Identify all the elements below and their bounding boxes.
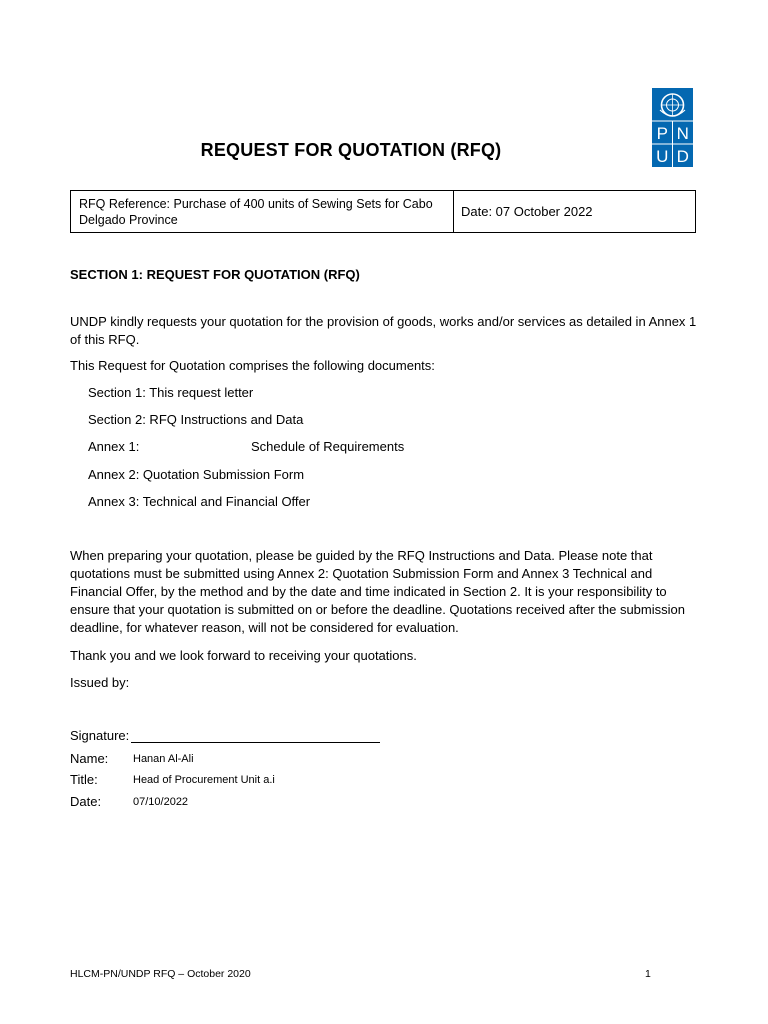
documents-intro: This Request for Quotation comprises the following documents: [70, 358, 435, 373]
rfq-date: Date: 07 October 2022 [461, 204, 593, 219]
document-item-annex2: Annex 2: Quotation Submission Form [88, 467, 305, 482]
date-value: 07/10/2022 [133, 796, 189, 808]
logo-text-n: N [676, 124, 689, 143]
logo-text-p: P [656, 124, 668, 143]
logo-text-u: U [656, 147, 669, 166]
guidance-paragraph: When preparing your quotation, please be guided by the RFQ Instructions and Data. Please note that quotations must be submitted using Annex 2: Quotation Submission Form and Annex 3 Technical and Financial Offer, by the method and by the date and time indicated in Section 2. It is your responsibility to ensure that your quotation is submitted on or before the deadline. Quotations received after the submission deadline, for whatever reason, will not be considered for evaluation. [70, 548, 685, 635]
signature-line [131, 742, 380, 743]
document-item-section1: Section 1: This request letter [88, 385, 254, 400]
footer-text: HLCM-PN/UNDP RFQ – October 2020 [70, 968, 251, 980]
document-item-annex1-value: Schedule of Requirements [251, 439, 405, 454]
date-label: Date: [70, 794, 102, 809]
signature-label: Signature: [70, 728, 130, 743]
logo-text-d: D [676, 147, 689, 166]
document-item-annex3: Annex 3: Technical and Financial Offer [88, 494, 311, 509]
thanks-paragraph: Thank you and we look forward to receiving your quotations. [70, 648, 417, 663]
document-title: REQUEST FOR QUOTATION (RFQ) [200, 140, 502, 160]
issued-by-label: Issued by: [70, 675, 130, 690]
intro-paragraph: UNDP kindly requests your quotation for the provision of goods, works and/or services as detailed in Annex 1 of this RFQ. [70, 314, 697, 347]
name-label: Name: [70, 751, 109, 766]
title-label: Title: [70, 772, 98, 787]
name-value: Hanan Al-Ali [133, 753, 194, 765]
reference-table [70, 190, 696, 233]
rfq-reference: RFQ Reference: Purchase of 400 units of Sewing Sets for Cabo Delgado Province [71, 191, 454, 232]
section-heading: SECTION 1: REQUEST FOR QUOTATION (RFQ) [70, 267, 360, 282]
title-value: Head of Procurement Unit a.i [133, 774, 275, 786]
document-item-section2: Section 2: RFQ Instructions and Data [88, 412, 304, 427]
page-number: 1 [645, 968, 651, 980]
document-item-annex1-label: Annex 1: [88, 439, 140, 454]
